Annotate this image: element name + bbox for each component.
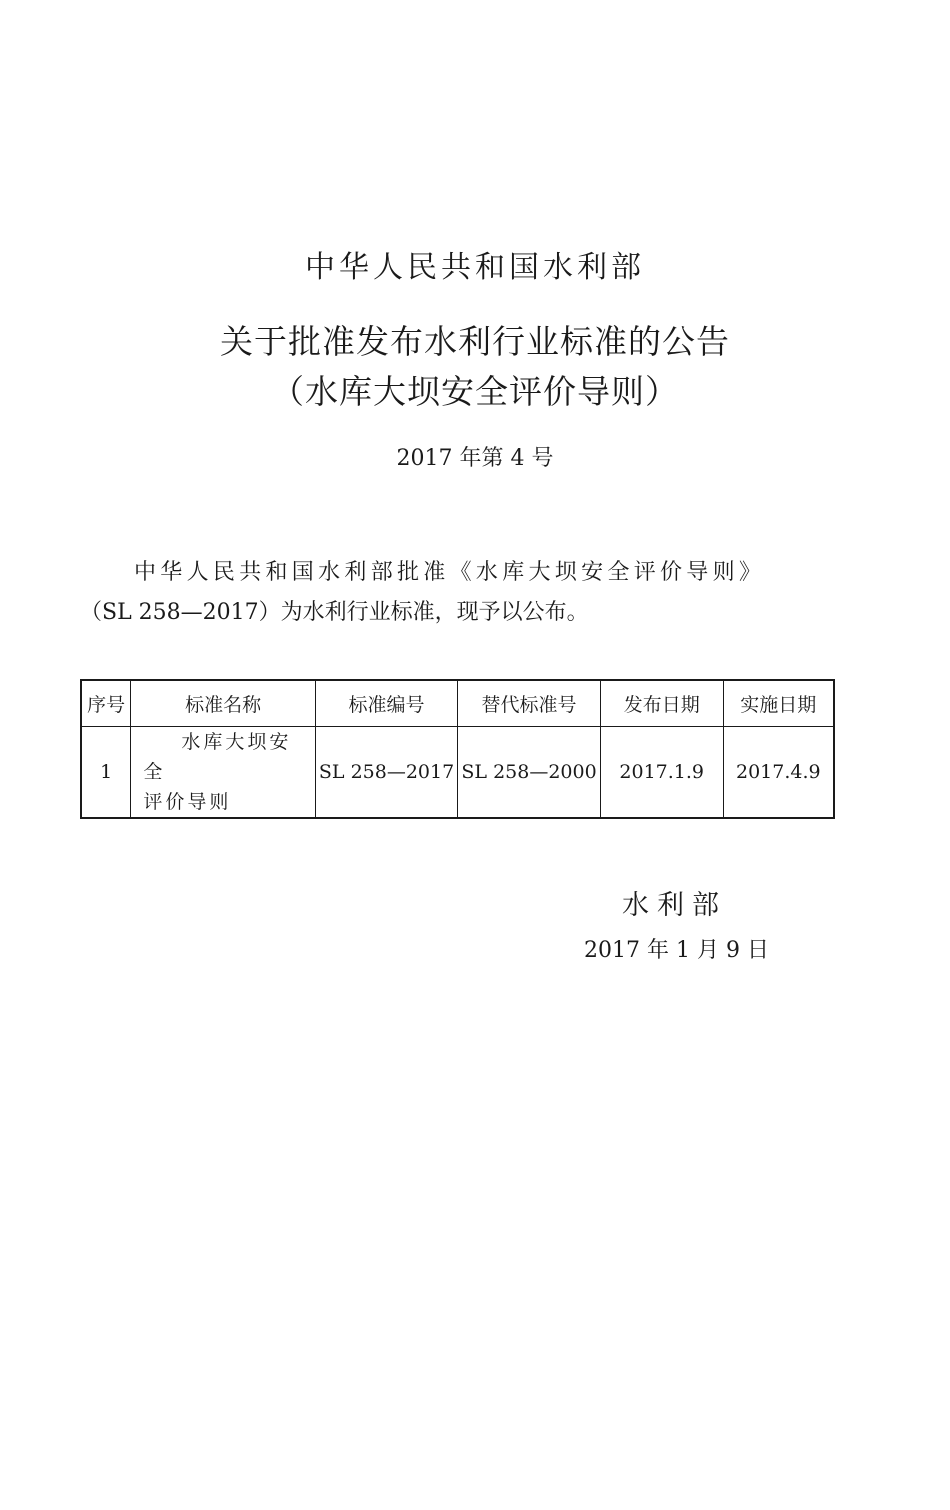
standard-name-line-1: 水库大坝安全 (143, 730, 292, 783)
header-standard-code: 标准编号 (315, 680, 458, 726)
header-replaced-code: 替代标准号 (458, 680, 601, 726)
issuing-ministry: 中华人民共和国水利部 (305, 250, 645, 285)
cell-effective-date: 2017.4.9 (723, 726, 834, 818)
announcement-subtitle: （水库大坝安全评价导则） (271, 372, 679, 411)
header-release-date: 发布日期 (600, 680, 723, 726)
table-header-row (81, 680, 834, 726)
document-number: 2017 年第 4 号 (396, 446, 554, 471)
announcement-title: 关于批准发布水利行业标准的公告 (220, 322, 730, 361)
header-standard-name: 标准名称 (131, 680, 315, 726)
signature-date: 2017 年 1 月 9 日 (584, 938, 769, 963)
table-row (81, 726, 834, 818)
body-paragraph-line-1: 中华人民共和国水利部批准《水库大坝安全评价导则》 (134, 560, 766, 585)
signature-organization: 水利部 (622, 890, 727, 921)
cell-seq: 1 (81, 726, 131, 818)
cell-replaced-code: SL 258—2000 (458, 726, 601, 818)
body-paragraph-line-2: （SL 258—2017）为水利行业标准，现予以公布。 (80, 600, 589, 625)
standard-name-line-2: 评价导则 (143, 790, 232, 813)
header-effective-date: 实施日期 (723, 680, 834, 726)
standards-table (80, 679, 835, 819)
cell-standard-code: SL 258—2017 (315, 726, 458, 818)
cell-standard-name (131, 726, 315, 818)
cell-release-date: 2017.1.9 (600, 726, 723, 818)
header-seq: 序号 (81, 680, 131, 726)
